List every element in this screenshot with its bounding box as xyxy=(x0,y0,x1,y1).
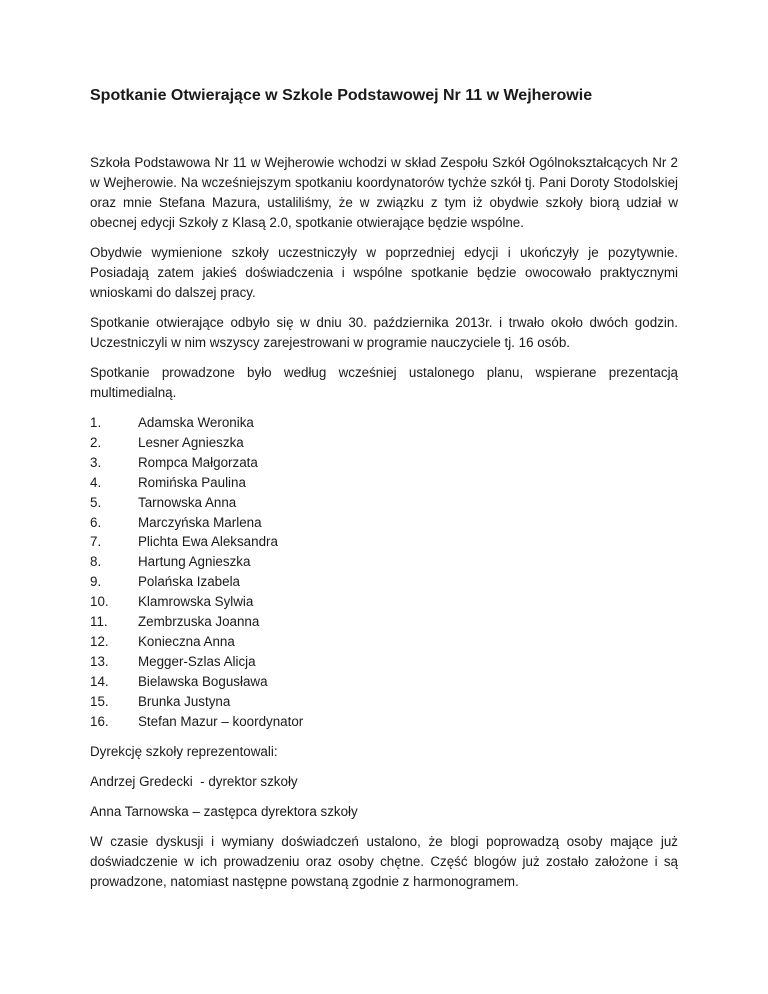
document-page xyxy=(90,85,678,902)
management-director: Andrzej Gredecki - dyrektor szkoły xyxy=(90,773,298,789)
list-item xyxy=(90,552,678,572)
participant-name: Stefan Mazur – koordynator xyxy=(138,713,304,729)
list-number: 4. xyxy=(90,474,102,490)
participant-name: Konieczna Anna xyxy=(138,633,235,649)
participant-name: Hartung Agnieszka xyxy=(138,554,251,570)
list-item xyxy=(90,592,678,612)
list-item xyxy=(90,413,678,433)
participant-name: Polańska Izabela xyxy=(138,574,240,590)
paragraph-intro: Szkoła Podstawowa Nr 11 w Wejherowie wchodzi w skład Zespołu Szkół Ogólnokształcących Nr 2 w Wejherowie. Na wcześniejszym spotkaniu koordynatorów tychże szkół tj. Pani Doroty Stodolskiej oraz mnie Stefana Mazura, ustaliliśmy, że w związku z tym iż obydwie szkoły biorą udział w obecnej edycji Szkoły z Klasą 2.0, spotkanie otwierające będzie wspólne. xyxy=(90,155,678,230)
participant-name: Plichta Ewa Aleksandra xyxy=(138,534,278,550)
list-number: 14. xyxy=(90,673,109,689)
list-number: 12. xyxy=(90,633,109,649)
list-item xyxy=(90,433,678,453)
list-number: 11. xyxy=(90,614,108,630)
participant-name: Lesner Agnieszka xyxy=(138,434,244,450)
list-number: 6. xyxy=(90,514,102,530)
paragraph-closing: W czasie dyskusji i wymiany doświadczeń ustalono, że blogi poprowadzą osoby mające już doświadczenie w ich prowadzeniu oraz osoby chętne. Część blogów już zostało założone i są prowadzone, natomiast następne powstaną zgodnie z harmonogramem. xyxy=(90,833,678,889)
participant-name: Marczyńska Marlena xyxy=(138,514,262,530)
participant-name: Klamrowska Sylwia xyxy=(138,594,254,610)
participant-name: Brunka Justyna xyxy=(138,693,231,709)
list-number: 2. xyxy=(90,434,102,450)
document-title: Spotkanie Otwierające w Szkole Podstawowej Nr 11 w Wejherowie xyxy=(90,87,593,104)
list-item xyxy=(90,532,678,552)
participant-name: Zembrzuska Joanna xyxy=(138,614,260,630)
list-number: 3. xyxy=(90,454,102,470)
participant-name: Adamska Weronika xyxy=(138,415,254,430)
list-item xyxy=(90,473,678,493)
paragraph-meeting-date: Spotkanie otwierające odbyło się w dniu 30. października 2013r. i trwało około dwóch godzin. Uczestniczyli w nim wszyscy zarejestrowani w programie nauczyciele tj. 16 osób. xyxy=(90,315,678,350)
list-item xyxy=(90,513,678,533)
list-number: 1. xyxy=(90,415,102,430)
list-item xyxy=(90,692,678,712)
paragraph-plan: Spotkanie prowadzone było według wcześniej ustalonego planu, wspierane prezentacją multimedialną. xyxy=(90,365,678,400)
management-heading: Dyrekcję szkoły reprezentowali: xyxy=(90,743,278,759)
list-number: 16. xyxy=(90,713,109,729)
list-item xyxy=(90,572,678,592)
list-item xyxy=(90,672,678,692)
participants-list xyxy=(90,413,678,732)
list-item xyxy=(90,652,678,672)
list-number: 13. xyxy=(90,653,109,669)
paragraph-experience: Obydwie wymienione szkoły uczestniczyły w poprzedniej edycji i ukończyły je pozytywnie. Posiadają zatem jakieś doświadczenia i wspólne spotkanie będzie owocowało praktycznymi wnioskami do dalszej pracy. xyxy=(90,245,678,300)
list-number: 10. xyxy=(90,594,109,610)
participant-name: Rompca Małgorzata xyxy=(138,454,258,470)
list-item xyxy=(90,612,678,632)
list-number: 9. xyxy=(90,574,102,590)
list-number: 5. xyxy=(90,494,102,510)
list-number: 7. xyxy=(90,534,102,550)
management-deputy: Anna Tarnowska – zastępca dyrektora szkoły xyxy=(90,803,358,819)
list-item xyxy=(90,453,678,473)
participant-name: Tarnowska Anna xyxy=(138,494,237,510)
list-number: 15. xyxy=(90,693,109,709)
participant-name: Megger-Szlas Alicja xyxy=(138,653,256,669)
list-item xyxy=(90,712,678,732)
participant-name: Romińska Paulina xyxy=(138,474,246,490)
list-item xyxy=(90,632,678,652)
list-number: 8. xyxy=(90,554,102,570)
list-item xyxy=(90,493,678,513)
participant-name: Bielawska Bogusława xyxy=(138,673,268,689)
